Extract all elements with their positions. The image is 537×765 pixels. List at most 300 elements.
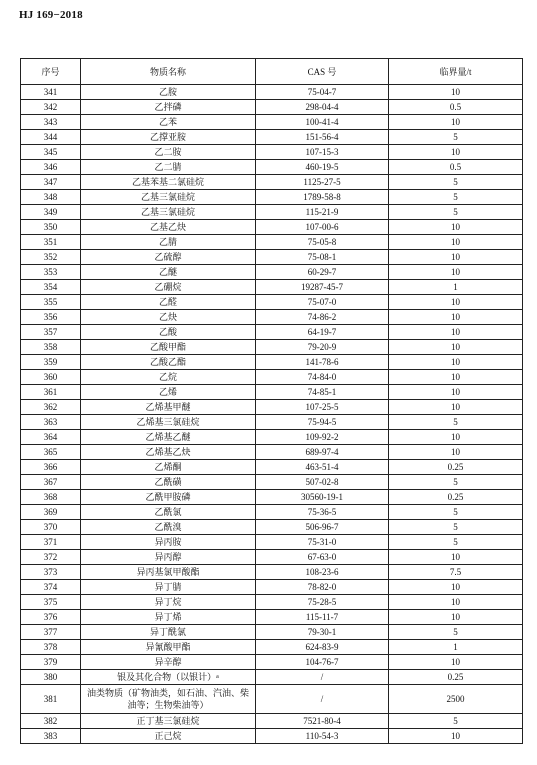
- cell-threshold: [389, 310, 523, 325]
- cell-substance-name-text: 油类物质（矿物油类，如石油、汽油、柴油等；生物柴油等）: [86, 688, 249, 710]
- cell-threshold-text: 10: [451, 597, 460, 607]
- cell-index-text: 347: [43, 177, 58, 187]
- cell-index: [21, 535, 81, 550]
- cell-substance-name-text: 乙胺: [158, 87, 177, 97]
- cell-index-text: 351: [43, 237, 58, 247]
- cell-substance-name: [81, 535, 256, 550]
- cell-index-text: 356: [43, 312, 58, 322]
- cell-cas-number: [256, 714, 389, 729]
- cell-index-text: 365: [43, 447, 58, 457]
- cell-index: [21, 550, 81, 565]
- cell-cas-number-text: 107-15-3: [305, 147, 339, 157]
- table-row: [21, 520, 523, 535]
- cell-substance-name-text: 乙基苯基二氯硅烷: [131, 177, 204, 187]
- cell-index-text: 375: [43, 597, 58, 607]
- cell-cas-number-text: 7521-80-4: [303, 716, 341, 726]
- cell-index-text: 383: [43, 731, 58, 741]
- cell-threshold-text: 10: [451, 327, 460, 337]
- cell-cas-number: [256, 640, 389, 655]
- cell-index: [21, 729, 81, 744]
- cell-substance-name: [81, 430, 256, 445]
- table-row: [21, 205, 523, 220]
- cell-substance-name-text: 乙酰溴: [154, 522, 182, 532]
- cell-index-text: 349: [43, 207, 58, 217]
- cell-threshold-text: 10: [451, 582, 460, 592]
- cell-cas-number: [256, 670, 389, 685]
- cell-substance-name-text: 银及其化合物（以银计）: [117, 672, 217, 682]
- table-row: [21, 445, 523, 460]
- cell-threshold-text: 0.25: [447, 462, 464, 472]
- cell-substance-name: [81, 445, 256, 460]
- table-row: [21, 250, 523, 265]
- cell-substance-name-text: 乙烯基乙炔: [145, 447, 191, 457]
- cell-substance-name-text: 异氰酸甲酯: [145, 642, 191, 652]
- cell-substance-name-text: 乙酰氯: [154, 507, 182, 517]
- cell-cas-number-text: 689-97-4: [305, 447, 339, 457]
- cell-cas-number-text: 507-02-8: [305, 477, 339, 487]
- cell-threshold-text: 0.25: [447, 492, 464, 502]
- table-row: [21, 415, 523, 430]
- footnote-marker: a: [216, 674, 219, 680]
- cell-substance-name: [81, 595, 256, 610]
- cell-substance-name-text: 乙酸: [158, 327, 177, 337]
- cell-index: [21, 250, 81, 265]
- cell-index: [21, 115, 81, 130]
- cell-index: [21, 100, 81, 115]
- column-header-index: 序号: [21, 59, 81, 85]
- cell-cas-number: [256, 190, 389, 205]
- cell-cas-number-text: 75-08-1: [307, 252, 337, 262]
- cell-cas-number: [256, 355, 389, 370]
- cell-threshold-text: 10: [451, 342, 460, 352]
- cell-threshold-text: 10: [451, 267, 460, 277]
- cell-cas-number-text: 78-82-0: [307, 582, 337, 592]
- cell-cas-number-text: 60-29-7: [307, 267, 337, 277]
- cell-threshold-text: 5: [453, 477, 458, 487]
- table-row: [21, 310, 523, 325]
- cell-index: [21, 205, 81, 220]
- cell-index-text: 357: [43, 327, 58, 337]
- cell-substance-name: [81, 310, 256, 325]
- table-header-row: [21, 59, 523, 85]
- cell-substance-name: [81, 370, 256, 385]
- cell-index-text: 353: [43, 267, 58, 277]
- cell-cas-number: [256, 130, 389, 145]
- cell-substance-name: [81, 385, 256, 400]
- cell-substance-name-text: 乙炔: [158, 312, 177, 322]
- cell-index-text: 352: [43, 252, 58, 262]
- table-row: [21, 490, 523, 505]
- cell-cas-number: [256, 505, 389, 520]
- cell-threshold-text: 5: [453, 716, 458, 726]
- cell-substance-name-text: 乙烯: [158, 387, 177, 397]
- cell-threshold: [389, 220, 523, 235]
- cell-cas-number: [256, 535, 389, 550]
- cell-cas-number-text: /: [320, 694, 324, 704]
- cell-threshold-text: 5: [453, 507, 458, 517]
- cell-threshold-text: 10: [451, 147, 460, 157]
- cell-index: [21, 490, 81, 505]
- cell-cas-number-text: 75-05-8: [307, 237, 337, 247]
- table-row: [21, 220, 523, 235]
- cell-substance-name-text: 乙醚: [158, 267, 177, 277]
- cell-threshold: [389, 235, 523, 250]
- cell-threshold: [389, 85, 523, 100]
- cell-threshold: [389, 325, 523, 340]
- table-row: [21, 460, 523, 475]
- cell-substance-name: [81, 640, 256, 655]
- cell-index: [21, 685, 81, 714]
- cell-threshold: [389, 550, 523, 565]
- cell-threshold-text: 1: [453, 642, 458, 652]
- column-header-threshold: 临界量/t: [389, 59, 523, 85]
- cell-cas-number: [256, 595, 389, 610]
- cell-cas-number: [256, 415, 389, 430]
- cell-threshold-text: 10: [451, 387, 460, 397]
- cell-cas-number: [256, 729, 389, 744]
- cell-index: [21, 475, 81, 490]
- table-row: [21, 640, 523, 655]
- cell-threshold-text: 10: [451, 432, 460, 442]
- cell-index-text: 368: [43, 492, 58, 502]
- cell-cas-number: [256, 385, 389, 400]
- cell-substance-name: [81, 340, 256, 355]
- cell-substance-name-text: 乙基三氯硅烷: [140, 207, 195, 217]
- cell-cas-number-text: 1125-27-5: [303, 177, 341, 187]
- table-row: [21, 475, 523, 490]
- cell-substance-name-text: 乙烷: [158, 372, 177, 382]
- cell-cas-number: [256, 625, 389, 640]
- cell-index-text: 362: [43, 402, 58, 412]
- cell-substance-name: [81, 265, 256, 280]
- cell-index: [21, 370, 81, 385]
- cell-index: [21, 655, 81, 670]
- cell-cas-number-text: 104-76-7: [305, 657, 339, 667]
- cell-cas-number-text: 107-00-6: [305, 222, 339, 232]
- cell-index: [21, 460, 81, 475]
- cell-cas-number-text: 64-19-7: [307, 327, 337, 337]
- cell-substance-name: [81, 100, 256, 115]
- cell-threshold: [389, 145, 523, 160]
- cell-index: [21, 670, 81, 685]
- cell-index: [21, 220, 81, 235]
- table-row: [21, 565, 523, 580]
- cell-substance-name-text: 乙酸甲酯: [149, 342, 186, 352]
- cell-cas-number: [256, 340, 389, 355]
- cell-substance-name: [81, 85, 256, 100]
- cell-threshold: [389, 250, 523, 265]
- cell-cas-number: [256, 175, 389, 190]
- table-row: [21, 655, 523, 670]
- cell-index: [21, 640, 81, 655]
- cell-substance-name: [81, 130, 256, 145]
- cell-cas-number-text: 115-11-7: [305, 612, 339, 622]
- cell-substance-name-text: 异丙胺: [154, 537, 182, 547]
- cell-cas-number-text: 74-85-1: [307, 387, 337, 397]
- cell-substance-name-text: 乙二胺: [154, 147, 182, 157]
- cell-index: [21, 400, 81, 415]
- cell-cas-number-text: 75-07-0: [307, 297, 337, 307]
- cell-threshold: [389, 670, 523, 685]
- cell-index-text: 346: [43, 162, 58, 172]
- cell-index: [21, 310, 81, 325]
- cell-substance-name-text: 乙烯基三氯硅烷: [136, 417, 200, 427]
- cell-cas-number: [256, 565, 389, 580]
- cell-threshold-text: 10: [451, 657, 460, 667]
- table-row: [21, 130, 523, 145]
- cell-index-text: 359: [43, 357, 58, 367]
- cell-substance-name-text: 乙基乙炔: [149, 222, 186, 232]
- cell-threshold-text: 5: [453, 207, 458, 217]
- cell-threshold-text: 10: [451, 87, 460, 97]
- cell-substance-name: [81, 625, 256, 640]
- cell-index: [21, 505, 81, 520]
- cell-substance-name-text: 乙烯基乙醚: [145, 432, 191, 442]
- cell-cas-number-text: 30560-19-1: [301, 492, 343, 502]
- cell-index-text: 350: [43, 222, 58, 232]
- cell-substance-name-text: 正丁基三氯硅烷: [136, 716, 200, 726]
- cell-threshold-text: 10: [451, 372, 460, 382]
- cell-threshold: [389, 625, 523, 640]
- cell-index-text: 370: [43, 522, 58, 532]
- cell-cas-number: [256, 475, 389, 490]
- table-row: [21, 385, 523, 400]
- cell-substance-name-text: 乙酸乙酯: [149, 357, 186, 367]
- cell-substance-name-text: 乙二腈: [154, 162, 182, 172]
- cell-cas-number-text: 67-63-0: [307, 552, 337, 562]
- cell-threshold: [389, 655, 523, 670]
- cell-threshold: [389, 505, 523, 520]
- cell-threshold-text: 1: [453, 282, 458, 292]
- cell-index-text: 341: [43, 87, 58, 97]
- table-row: [21, 280, 523, 295]
- cell-threshold-text: 5: [453, 522, 458, 532]
- column-header-cas: CAS 号: [256, 59, 389, 85]
- cell-threshold-text: 5: [453, 417, 458, 427]
- cell-index: [21, 580, 81, 595]
- cell-cas-number-text: 463-51-4: [305, 462, 339, 472]
- cell-threshold-text: 10: [451, 237, 460, 247]
- cell-substance-name: [81, 160, 256, 175]
- cell-threshold-text: 5: [453, 132, 458, 142]
- cell-cas-number: [256, 280, 389, 295]
- cell-substance-name: [81, 235, 256, 250]
- cell-threshold-text: 5: [453, 192, 458, 202]
- cell-substance-name: [81, 325, 256, 340]
- cell-substance-name: [81, 295, 256, 310]
- cell-cas-number: [256, 85, 389, 100]
- table-row: [21, 535, 523, 550]
- cell-index-text: 355: [43, 297, 58, 307]
- cell-cas-number-text: 109-92-2: [305, 432, 339, 442]
- cell-cas-number: [256, 310, 389, 325]
- cell-cas-number: [256, 220, 389, 235]
- cell-cas-number-text: 75-94-5: [307, 417, 337, 427]
- cell-threshold: [389, 370, 523, 385]
- cell-threshold: [389, 490, 523, 505]
- cell-substance-name: [81, 250, 256, 265]
- cell-index: [21, 595, 81, 610]
- cell-index-text: 366: [43, 462, 58, 472]
- cell-threshold: [389, 280, 523, 295]
- cell-substance-name: [81, 220, 256, 235]
- cell-cas-number-text: 624-83-9: [305, 642, 339, 652]
- cell-cas-number: [256, 550, 389, 565]
- cell-cas-number-text: 506-96-7: [305, 522, 339, 532]
- cell-cas-number-text: 1789-58-8: [303, 192, 341, 202]
- cell-index-text: 373: [43, 567, 58, 577]
- cell-index-text: 348: [43, 192, 58, 202]
- cell-cas-number: [256, 610, 389, 625]
- table-row: [21, 100, 523, 115]
- cell-threshold: [389, 190, 523, 205]
- cell-index: [21, 190, 81, 205]
- table-row: [21, 115, 523, 130]
- cell-cas-number-text: 298-04-4: [305, 102, 339, 112]
- cell-threshold-text: 0.5: [449, 162, 462, 172]
- cell-threshold: [389, 415, 523, 430]
- cell-threshold-text: 10: [451, 552, 460, 562]
- cell-cas-number-text: 460-19-5: [305, 162, 339, 172]
- cell-index-text: 378: [43, 642, 58, 652]
- cell-threshold-text: 7.5: [449, 567, 462, 577]
- cell-index-text: 382: [43, 716, 58, 726]
- cell-threshold-text: 5: [453, 537, 458, 547]
- cell-threshold: [389, 610, 523, 625]
- cell-threshold: [389, 475, 523, 490]
- cell-cas-number-text: 74-86-2: [307, 312, 337, 322]
- cell-threshold: [389, 445, 523, 460]
- table-row: [21, 400, 523, 415]
- cell-threshold: [389, 565, 523, 580]
- cell-threshold-text: 10: [451, 222, 460, 232]
- cell-substance-name-text: 乙烯基甲醚: [145, 402, 191, 412]
- cell-index-text: 367: [43, 477, 58, 487]
- cell-cas-number: [256, 445, 389, 460]
- cell-threshold: [389, 520, 523, 535]
- cell-cas-number-text: 75-31-0: [307, 537, 337, 547]
- cell-cas-number-text: 75-04-7: [307, 87, 337, 97]
- table-row: [21, 714, 523, 729]
- cell-cas-number: [256, 685, 389, 714]
- cell-cas-number: [256, 370, 389, 385]
- cell-substance-name-text: 异辛醇: [154, 657, 182, 667]
- cell-cas-number: [256, 430, 389, 445]
- cell-substance-name-text: 异丙醇: [154, 552, 182, 562]
- table-row: [21, 235, 523, 250]
- cell-index: [21, 235, 81, 250]
- table-row: [21, 265, 523, 280]
- cell-index: [21, 415, 81, 430]
- cell-index: [21, 355, 81, 370]
- table-row: [21, 160, 523, 175]
- cell-threshold-text: 0.25: [447, 672, 464, 682]
- cell-cas-number: [256, 250, 389, 265]
- document-code: HJ 169−2018: [19, 9, 83, 21]
- cell-index-text: 343: [43, 117, 58, 127]
- cell-substance-name-text: 乙拌磷: [154, 102, 182, 112]
- cell-index: [21, 145, 81, 160]
- cell-threshold: [389, 130, 523, 145]
- cell-threshold: [389, 160, 523, 175]
- cell-threshold: [389, 595, 523, 610]
- cell-substance-name: [81, 175, 256, 190]
- cell-substance-name: [81, 400, 256, 415]
- cell-threshold: [389, 640, 523, 655]
- cell-cas-number: [256, 205, 389, 220]
- cell-substance-name: [81, 145, 256, 160]
- cell-cas-number: [256, 460, 389, 475]
- cell-index-text: 381: [43, 694, 58, 704]
- cell-cas-number-text: 107-25-5: [305, 402, 339, 412]
- cell-threshold: [389, 714, 523, 729]
- cell-substance-name-text: 异丙基氯甲酸酯: [136, 567, 200, 577]
- cell-cas-number-text: 79-20-9: [307, 342, 337, 352]
- cell-index-text: 344: [43, 132, 58, 142]
- cell-threshold-text: 10: [451, 402, 460, 412]
- cell-substance-name: [81, 729, 256, 744]
- table-row: [21, 175, 523, 190]
- cell-index: [21, 445, 81, 460]
- cell-threshold-text: 10: [451, 612, 460, 622]
- cell-substance-name-text: 正己烷: [154, 731, 182, 741]
- cell-substance-name-text: 乙腈: [158, 237, 177, 247]
- cell-index: [21, 175, 81, 190]
- cell-index: [21, 610, 81, 625]
- table-row: [21, 625, 523, 640]
- cell-substance-name: [81, 490, 256, 505]
- cell-index: [21, 625, 81, 640]
- table-row: [21, 145, 523, 160]
- table-row: [21, 685, 523, 714]
- cell-index-text: 361: [43, 387, 58, 397]
- cell-threshold: [389, 400, 523, 415]
- cell-index: [21, 385, 81, 400]
- cell-index: [21, 160, 81, 175]
- cell-cas-number: [256, 400, 389, 415]
- table-row: [21, 340, 523, 355]
- cell-threshold: [389, 115, 523, 130]
- cell-cas-number-text: 110-54-3: [305, 731, 339, 741]
- cell-threshold-text: 10: [451, 252, 460, 262]
- cell-index-text: 364: [43, 432, 58, 442]
- cell-substance-name: [81, 505, 256, 520]
- table-row: [21, 610, 523, 625]
- cell-substance-name: [81, 670, 256, 685]
- cell-threshold: [389, 265, 523, 280]
- table-row: [21, 580, 523, 595]
- cell-threshold-text: 10: [451, 312, 460, 322]
- cell-substance-name: [81, 655, 256, 670]
- cell-cas-number: [256, 325, 389, 340]
- cell-threshold-text: 5: [453, 177, 458, 187]
- cell-substance-name-text: 乙烯酮: [154, 462, 182, 472]
- cell-threshold: [389, 580, 523, 595]
- cell-cas-number: [256, 490, 389, 505]
- cell-index-text: 380: [43, 672, 58, 682]
- cell-threshold: [389, 535, 523, 550]
- cell-threshold: [389, 729, 523, 744]
- table-row: [21, 595, 523, 610]
- table-body: [21, 85, 523, 744]
- cell-cas-number-text: 75-36-5: [307, 507, 337, 517]
- cell-index: [21, 295, 81, 310]
- cell-threshold: [389, 205, 523, 220]
- cell-cas-number-text: 74-84-0: [307, 372, 337, 382]
- cell-index: [21, 565, 81, 580]
- cell-cas-number-text: 79-30-1: [307, 627, 337, 637]
- cell-substance-name: [81, 280, 256, 295]
